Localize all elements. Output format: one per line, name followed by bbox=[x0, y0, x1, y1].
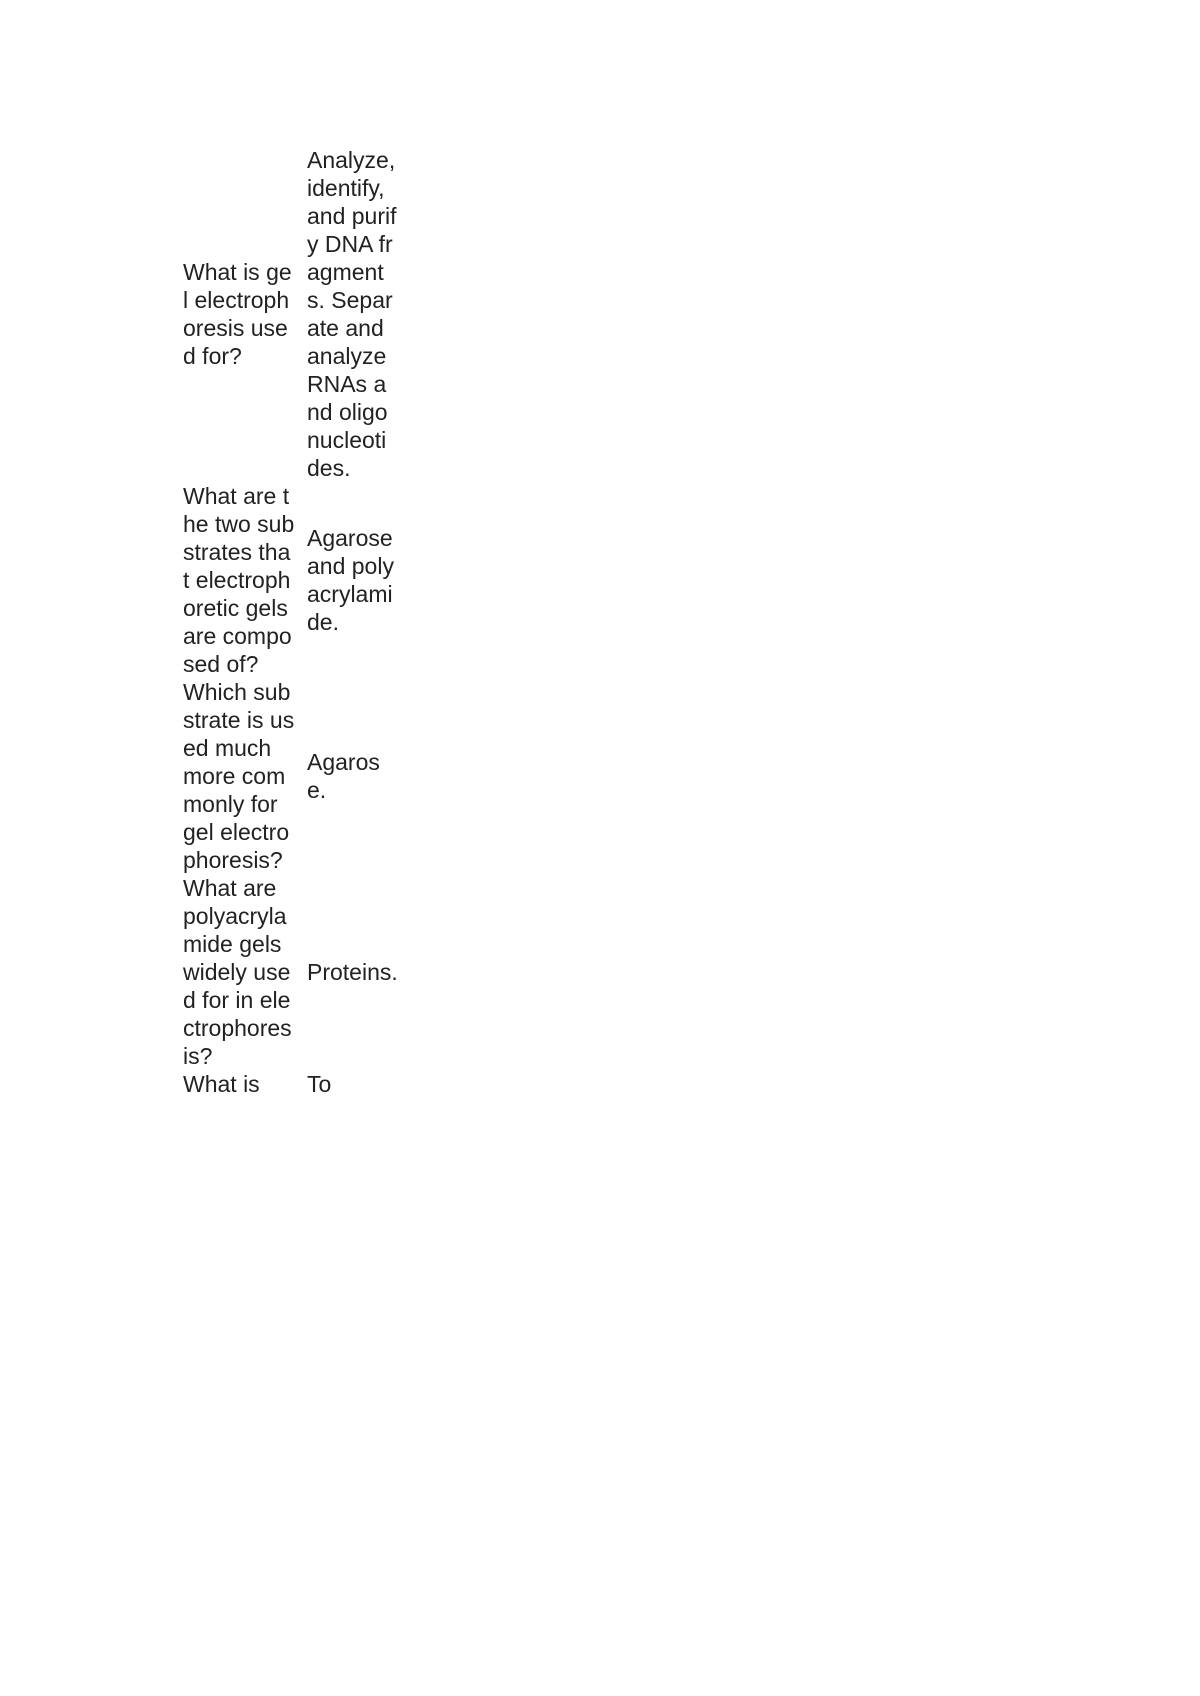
answer-cell bbox=[295, 1070, 398, 1098]
answer-text: Agarose and polyacrylamide. bbox=[307, 525, 394, 635]
answer-text: Agarose. bbox=[307, 749, 380, 803]
table-row bbox=[183, 874, 398, 1070]
question-cell bbox=[183, 146, 295, 482]
answer-cell bbox=[295, 146, 398, 482]
answer-text: To bbox=[307, 1071, 332, 1097]
question-cell bbox=[183, 678, 295, 874]
answer-cell bbox=[295, 874, 398, 1070]
table-row bbox=[183, 678, 398, 874]
question-cell bbox=[183, 874, 295, 1070]
question-cell bbox=[183, 482, 295, 678]
table-row bbox=[183, 482, 398, 678]
question-cell bbox=[183, 1070, 295, 1098]
table-row bbox=[183, 146, 398, 482]
question-text: What are the two substrates that electrophoretic gels are composed of? bbox=[183, 483, 295, 677]
table-row bbox=[183, 1070, 398, 1098]
answer-text: Analyze, identify, and purify DNA fragments. Separate and analyze RNAs and oligonucleotides. bbox=[307, 147, 397, 481]
question-text: What is bbox=[183, 1071, 260, 1097]
answer-text: Proteins. bbox=[307, 959, 398, 985]
question-text: What are polyacrylamide gels widely used for in electrophoresis? bbox=[183, 875, 292, 1069]
question-text: What is gel electrophoresis used for? bbox=[183, 259, 292, 369]
question-text: Which substrate is used much more commonly for gel electrophoresis? bbox=[183, 679, 295, 873]
answer-cell bbox=[295, 678, 398, 874]
answer-cell bbox=[295, 482, 398, 678]
flashcard-table bbox=[183, 146, 398, 1098]
